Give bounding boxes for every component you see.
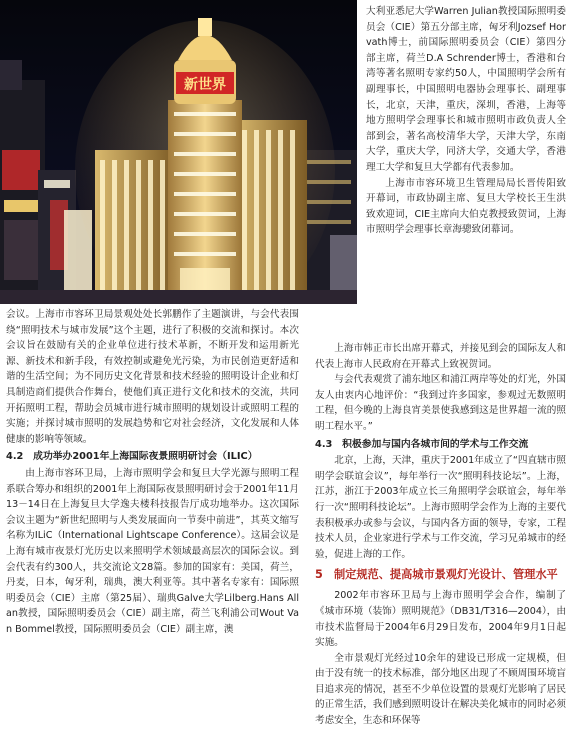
section-heading-4-3: 4.3 积极参加与国内各城市间的学术与工作交流 xyxy=(315,438,529,450)
paragraph: 会议。上海市市容环卫局景观处处长郭鹏作了主题演讲，与会代表围绕“照明技术与城市发展”这个主题，进行了积极的交流和探讨。本次会议旨在鼓励有关的企业单位进行技术革新，不断开发和运用新光源、新技术和新手段，有效控制或避免光污染，为市民创造更舒适和谐的生活空间；为不同历史文化背景和技术经验的照明设计企业和灯具制造商们提供合作舞台，使他们真正进行文化和技术的交流，共同开拓照明工程，帮助会员城市进行城市照明的规划设计或照明工程的实施；并探讨城市照明的发展趋势和它对社会经济，文化发展和人体健康的影响等领域。 xyxy=(6,309,299,445)
paragraph: 与会代表观赏了浦东地区和浦江两岸等处的灯光，外国友人由衷内心地评价：“我到过许多国家，参观过无数照明工程，但今晚的上海良宵美景使我感到这是世界超一流的照明工程水平。” xyxy=(315,374,566,432)
section-heading-4-2: 4.2 成功举办2001年上海国际夜景照明研讨会（ILIC） xyxy=(6,451,258,463)
paragraph: 2002年市容环卫局与上海市照明学会合作，编制了《城市环境（装饰）照明规范》（DB31/T316—2004），由市技术监督局于2004年6月29日发布，2004年9月1日起实施。 xyxy=(315,590,566,649)
paragraph: 大利亚悉尼大学Warren Julian教授国际照明委员会（CIE）第五分部主席，匈牙利Jozsef Horvath博士，前国际照明委员会（CIE）第四分部主席，荷兰D.A Schrender博士，香港和台湾等著名照明专家约50人，中国照明学会所有副理事长，中国照明电器协会理事长、副理事长，北京，天津，重庆，深圳，香港，上海等地方照明学会理事长和城市照明市政负责人全部到会，著名高校清华大学，天津大学，东南大学，重庆大学，同济大学，交通大学，香港理工大学和复旦大学都有代表参加。 xyxy=(366,6,566,173)
paragraph: 上海市韩正市长出席开幕式，并接见到会的国际友人和代表上海市人民政府在开幕式上致祝贺词。 xyxy=(315,343,566,370)
building-sign-text: 新世界 xyxy=(184,77,226,93)
paragraph: 上海市市容环境卫生管理局局长晋传阳致开幕词，市政协副主席、复旦大学校长王生洪致欢迎词，CIE主席向大伯克教授致贺词，上海市照明学会理事长章海骢致闭幕词。 xyxy=(366,177,566,236)
paragraph: 北京，上海，天津，重庆于2001年成立了“四直辖市照明学会联谊会议”，每年举行一次“照明科技论坛”。上海，江苏，浙江于2003年成立长三角照明学会联谊会，每年举行一次“照明科技论坛”。上海市照明学会作为上海的主要代表积极承办或参与会议，与国内各方面的领导，专家，工程技术人员，企业家进行学术与工作交流，学习兄弟城市的经验，促进上海的工作。 xyxy=(315,455,566,560)
paragraph: 由上海市容环卫局，上海市照明学会和复旦大学光源与照明工程系联合筹办和组织的2001年上海国际夜景照明研讨会于2001年11月13－14日在上海复旦大学逸夫楼科技报告厅成功地举办。这次国际会议主题为“新世纪照明与人类发展面向一节奏中前进”，其英文缩写名称为ILiC（International Lightscape Conference）。这届会议是上海有城市夜景灯光历史以来照明学术领域最高层次的国际会议。到会代表有约300人，共交流论文28篇。参加的国家有：美国，荷兰，丹麦，日本，匈牙利，瑞典，澳大利亚等。其中著名专家有：国际照明委员会（CIE）主席（第25届）、瑞典Galve大学Lilberg.Hans Allan教授，国际照明委员会（CIE）副主席，荷兰飞利浦公司Wout Van Bommel教授，国际照明委员会（CIE）副主席，澳 xyxy=(6,467,299,635)
paragraph: 全市景观灯光经过10余年的建设已形成一定规模，但由于没有统一的技术标准，部分地区出现了不顾周围环境盲目追求亮的情况，甚至不少单位设置的景观灯光影响了居民的正常生活，我们感到照明设计在解决美化城市的同时必须考虑安全，生态和环保等 xyxy=(315,652,566,727)
section-heading-5: 5 制定规范、提高城市景观灯光设计、管理水平 xyxy=(315,568,558,582)
right-column-upper xyxy=(366,4,566,238)
right-column-lower xyxy=(315,341,566,729)
night-building-photo xyxy=(0,0,357,304)
left-column xyxy=(6,307,299,637)
